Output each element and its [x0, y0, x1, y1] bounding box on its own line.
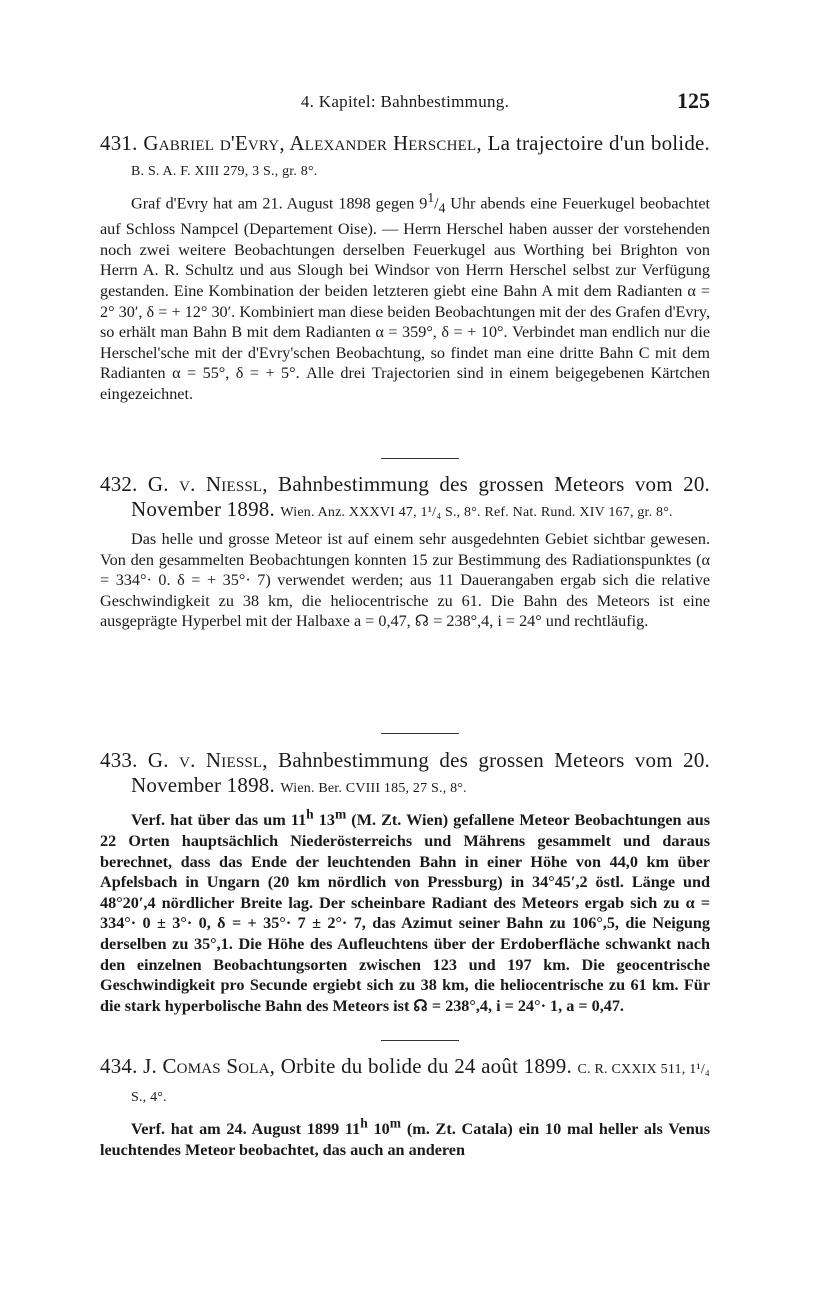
entry-heading	[100, 748, 710, 801]
entry-body: Verf. hat am 24. August 1899 11$^h$ 10$^m$ (m. Zt. Catala) ein 10 mal heller als Venus leuchtendes Meteor beobachtet, das auch an anderen	[100, 1116, 711, 1159]
entry-heading	[100, 1054, 710, 1110]
entry-number: 433.	[100, 748, 138, 772]
entry-title: La trajectoire d'un bolide.	[487, 131, 711, 155]
entry-number: 434.	[100, 1054, 138, 1078]
entry-authors: J. Comas Sola,	[143, 1054, 276, 1078]
separator-rule	[381, 733, 459, 734]
entry-source: Wien. Anz. XXXVI 47, 1¹/₄ S., 8°. Ref. Nat. Rund. XIV 167, gr. 8°.	[280, 505, 673, 520]
entry-heading	[100, 472, 710, 525]
entry-body: Verf. hat über das um 11$^h$ 13$^m$ (M. Zt. Wien) gefallene Meteor Beobachtungen aus 22 Orten hauptsächlich Niederösterreichs und Mährens gesammelt und daraus berechnet, dass das Ende der leuchtenden Bahn in einer Höhe von 44,0 km über Apfelsbach in Ungarn (20 km nördlich von Pressburg) in 34°45′,2 östl. Länge und 48°20′,4 nördlicher Breite lag. Der scheinbare Radiant des Meteors ergab sich zu α = 334°· 0 ± 3°· 0, δ = + 35°· 7 ± 2°· 7, das Azimut seiner Bahn zu 106°,5, die Neigung derselben zu 35°,1. Die Höhe des Aufleuchtens über der Erdoberfläche schwankt nach den einzelnen Beobachtungsorten zwischen 123 und 197 km. Die geocentrische Geschwindigkeit pro Secunde ergiebt sich zu 38 km, die heliocentrische zu 61 km. Für die stark hyperbolische Bahn des Meteors ist ☊ = 238°,4, i = 24°· 1, a = 0,47.	[100, 807, 711, 1015]
entry-431	[100, 131, 710, 405]
entry-title: Bahnbestimmung des grossen Meteors vom 20. November 1898.	[131, 472, 710, 521]
entry-source: B. S. A. F. XIII 279, 3 S., gr. 8°.	[131, 164, 318, 179]
entry-authors: G. v. Niessl,	[147, 748, 268, 772]
entry-number: 432.	[100, 472, 138, 496]
entry-number: 431.	[100, 131, 138, 155]
running-head	[100, 88, 710, 118]
entry-433	[100, 748, 710, 1016]
entry-title: Orbite du bolide du 24 août 1899.	[280, 1054, 572, 1078]
entry-heading	[100, 131, 710, 184]
entry-body: Das helle und grosse Meteor ist auf einem sehr ausgedehnten Gebiet sichtbar gewesen. Von den gesammelten Beobachtungen konnten 15 zur Bestimmung des Radiationspunktes (α = 334°· 0. δ = + 35°· 7) verwendet werden; aus 11 Dauerangaben ergab sich die relative Geschwindigkeit zu 38 km, die heliocentrische zu 61. Die Bahn des Meteors ist eine ausgeprägte Hyperbel mit der Halbaxe a = 0,47, ☊ = 238°,4, i = 24° und rechtläufig.	[100, 530, 710, 631]
running-title: 4. Kapitel: Bahnbestimmung.	[300, 92, 510, 111]
entry-432	[100, 472, 710, 632]
entry-authors: G. v. Niessl,	[147, 472, 268, 496]
entry-title: Bahnbestimmung des grossen Meteors vom 20. November 1898.	[131, 748, 710, 797]
separator-rule	[381, 458, 459, 459]
entry-source: Wien. Ber. CVIII 185, 27 S., 8°.	[280, 781, 467, 796]
entry-434	[100, 1054, 710, 1161]
entry-body: Graf d'Evry hat am 21. August 1898 gegen $9^1/_4$ Uhr abends eine Feuerkugel beobachtet auf Schloss Nampcel (Departement Oise). — Herrn Herschel haben ausser der vorstehenden noch zwei weitere Beobachtungen derselben Feuerkugel aus Worthing bei Brighton von Herrn A. R. Schultz und aus Slough bei Windsor von Herrn Herschel selbst zur Verfügung gestanden. Eine Kombination der beiden letzteren giebt eine Bahn A mit dem Radianten α = 2° 30′, δ = + 12° 30′. Kombiniert man diese beiden Beobachtungen mit der des Grafen d'Evry, so erhält man Bahn B mit dem Radianten α = 359°, δ = + 10°. Verbindet man endlich nur die Herschel'sche mit der d'Evry'schen Beobachtung, so findet man eine dritte Bahn C mit dem Radianten α = 55°, δ = + 5°. Alle drei Trajectorien sind in einem beigegebenen Kärtchen eingezeichnet.	[100, 190, 710, 403]
entry-source: C. R. CXXIX 511, 1¹/₄ S., 4°.	[131, 1062, 710, 1105]
separator-rule	[381, 1040, 459, 1041]
page-number: 125	[677, 88, 710, 113]
entry-authors: Gabriel d'Evry, Alexander Herschel,	[143, 131, 482, 155]
